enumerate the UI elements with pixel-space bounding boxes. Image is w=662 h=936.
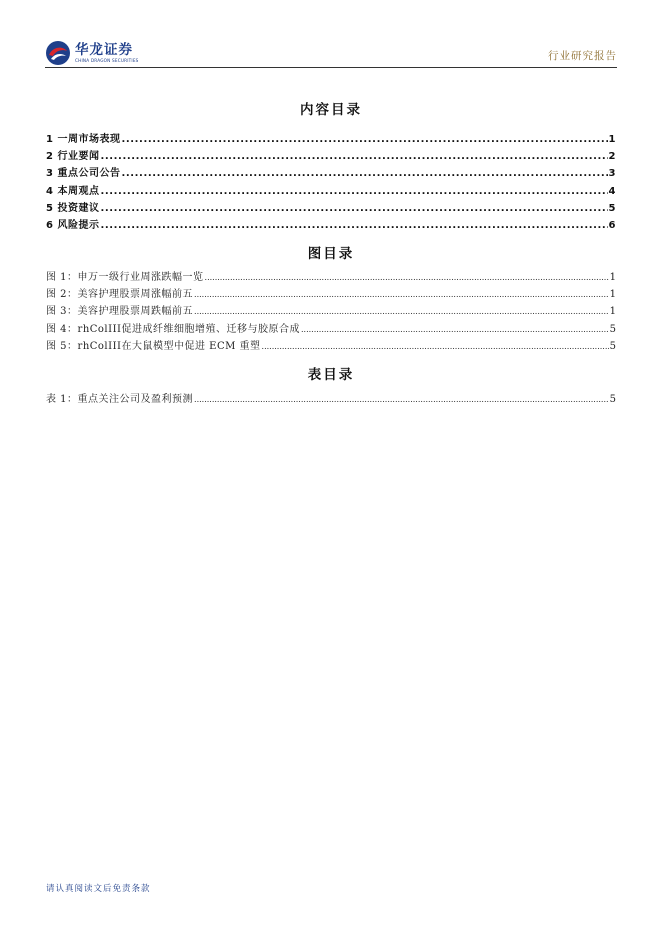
logo-english-name: CHINA DRAGON SECURITIES [75, 57, 139, 63]
page-header [45, 38, 617, 68]
toc-item-label: 4 本周观点 [46, 185, 100, 197]
toc-item-label: 2 行业要闻 [46, 151, 100, 163]
contents-list [46, 130, 616, 233]
company-logo [45, 38, 139, 68]
toc-item[interactable] [46, 147, 616, 164]
toc-item-label: 3 重点公司公告 [46, 168, 121, 180]
figure-item-page: 1 [609, 272, 616, 283]
figure-item-label: 图 1：申万一级行业周涨跌幅一览 [46, 272, 204, 283]
table-item-label: 表 1：重点关注公司及盈利预测 [46, 394, 194, 405]
leader-dots [194, 289, 609, 300]
tables-list [46, 390, 616, 407]
toc-item[interactable] [46, 182, 616, 199]
leader-dots [100, 203, 607, 214]
figures-title: 图目录 [307, 246, 355, 262]
toc-item[interactable] [46, 199, 616, 216]
toc-item-page: 2 [608, 151, 616, 163]
tables-title: 表目录 [307, 367, 355, 383]
toc-item-page: 4 [608, 185, 616, 197]
logo-chinese-name: 华龙证券 [75, 41, 133, 58]
leader-dots [194, 306, 609, 317]
leader-dots [100, 186, 607, 197]
figure-item[interactable] [46, 320, 616, 337]
leader-dots [121, 168, 607, 179]
figure-item-page: 5 [609, 323, 616, 335]
figure-item-page: 1 [609, 289, 616, 301]
figure-item[interactable] [46, 337, 616, 354]
leader-dots [301, 324, 609, 335]
figure-item[interactable] [46, 268, 616, 285]
footer-disclaimer[interactable]: 请认真阅读文后免责条款 [46, 884, 151, 894]
leader-dots [100, 151, 607, 162]
table-item-page: 5 [609, 394, 616, 405]
figure-item-page: 5 [609, 340, 616, 352]
dragon-logo-icon [45, 40, 71, 66]
toc-item-page: 1 [608, 134, 616, 145]
header-divider [45, 67, 617, 68]
toc-item-page: 3 [608, 168, 616, 180]
leader-dots [121, 134, 607, 145]
contents-title: 内容目录 [300, 102, 362, 118]
toc-item[interactable] [46, 164, 616, 181]
leader-dots [205, 272, 609, 283]
leader-dots [100, 220, 607, 231]
toc-item[interactable] [46, 216, 616, 233]
figure-item-label: 图 5：rhColIII在大鼠模型中促进 ECM 重塑 [46, 340, 261, 352]
toc-item-label: 6 风险提示 [46, 219, 100, 231]
figure-item[interactable] [46, 285, 616, 302]
toc-item-label: 1 一周市场表现 [46, 134, 121, 145]
figure-item-label: 图 4：rhColIII促进成纤维细胞增殖、迁移与胶原合成 [46, 323, 300, 335]
figure-item-label: 图 3：美容护理股票周跌幅前五 [46, 306, 194, 318]
leader-dots [262, 341, 609, 352]
toc-item-page: 5 [608, 202, 616, 214]
toc-item-label: 5 投资建议 [46, 202, 100, 214]
report-type-label: 行业研究报告 [548, 50, 617, 62]
figure-item[interactable] [46, 302, 616, 319]
table-item[interactable] [46, 390, 616, 407]
figure-item-label: 图 2：美容护理股票周涨幅前五 [46, 289, 194, 301]
figure-item-page: 1 [609, 306, 616, 318]
toc-item[interactable] [46, 130, 616, 147]
toc-item-page: 6 [608, 219, 616, 231]
leader-dots [194, 394, 609, 405]
figures-list [46, 268, 616, 354]
